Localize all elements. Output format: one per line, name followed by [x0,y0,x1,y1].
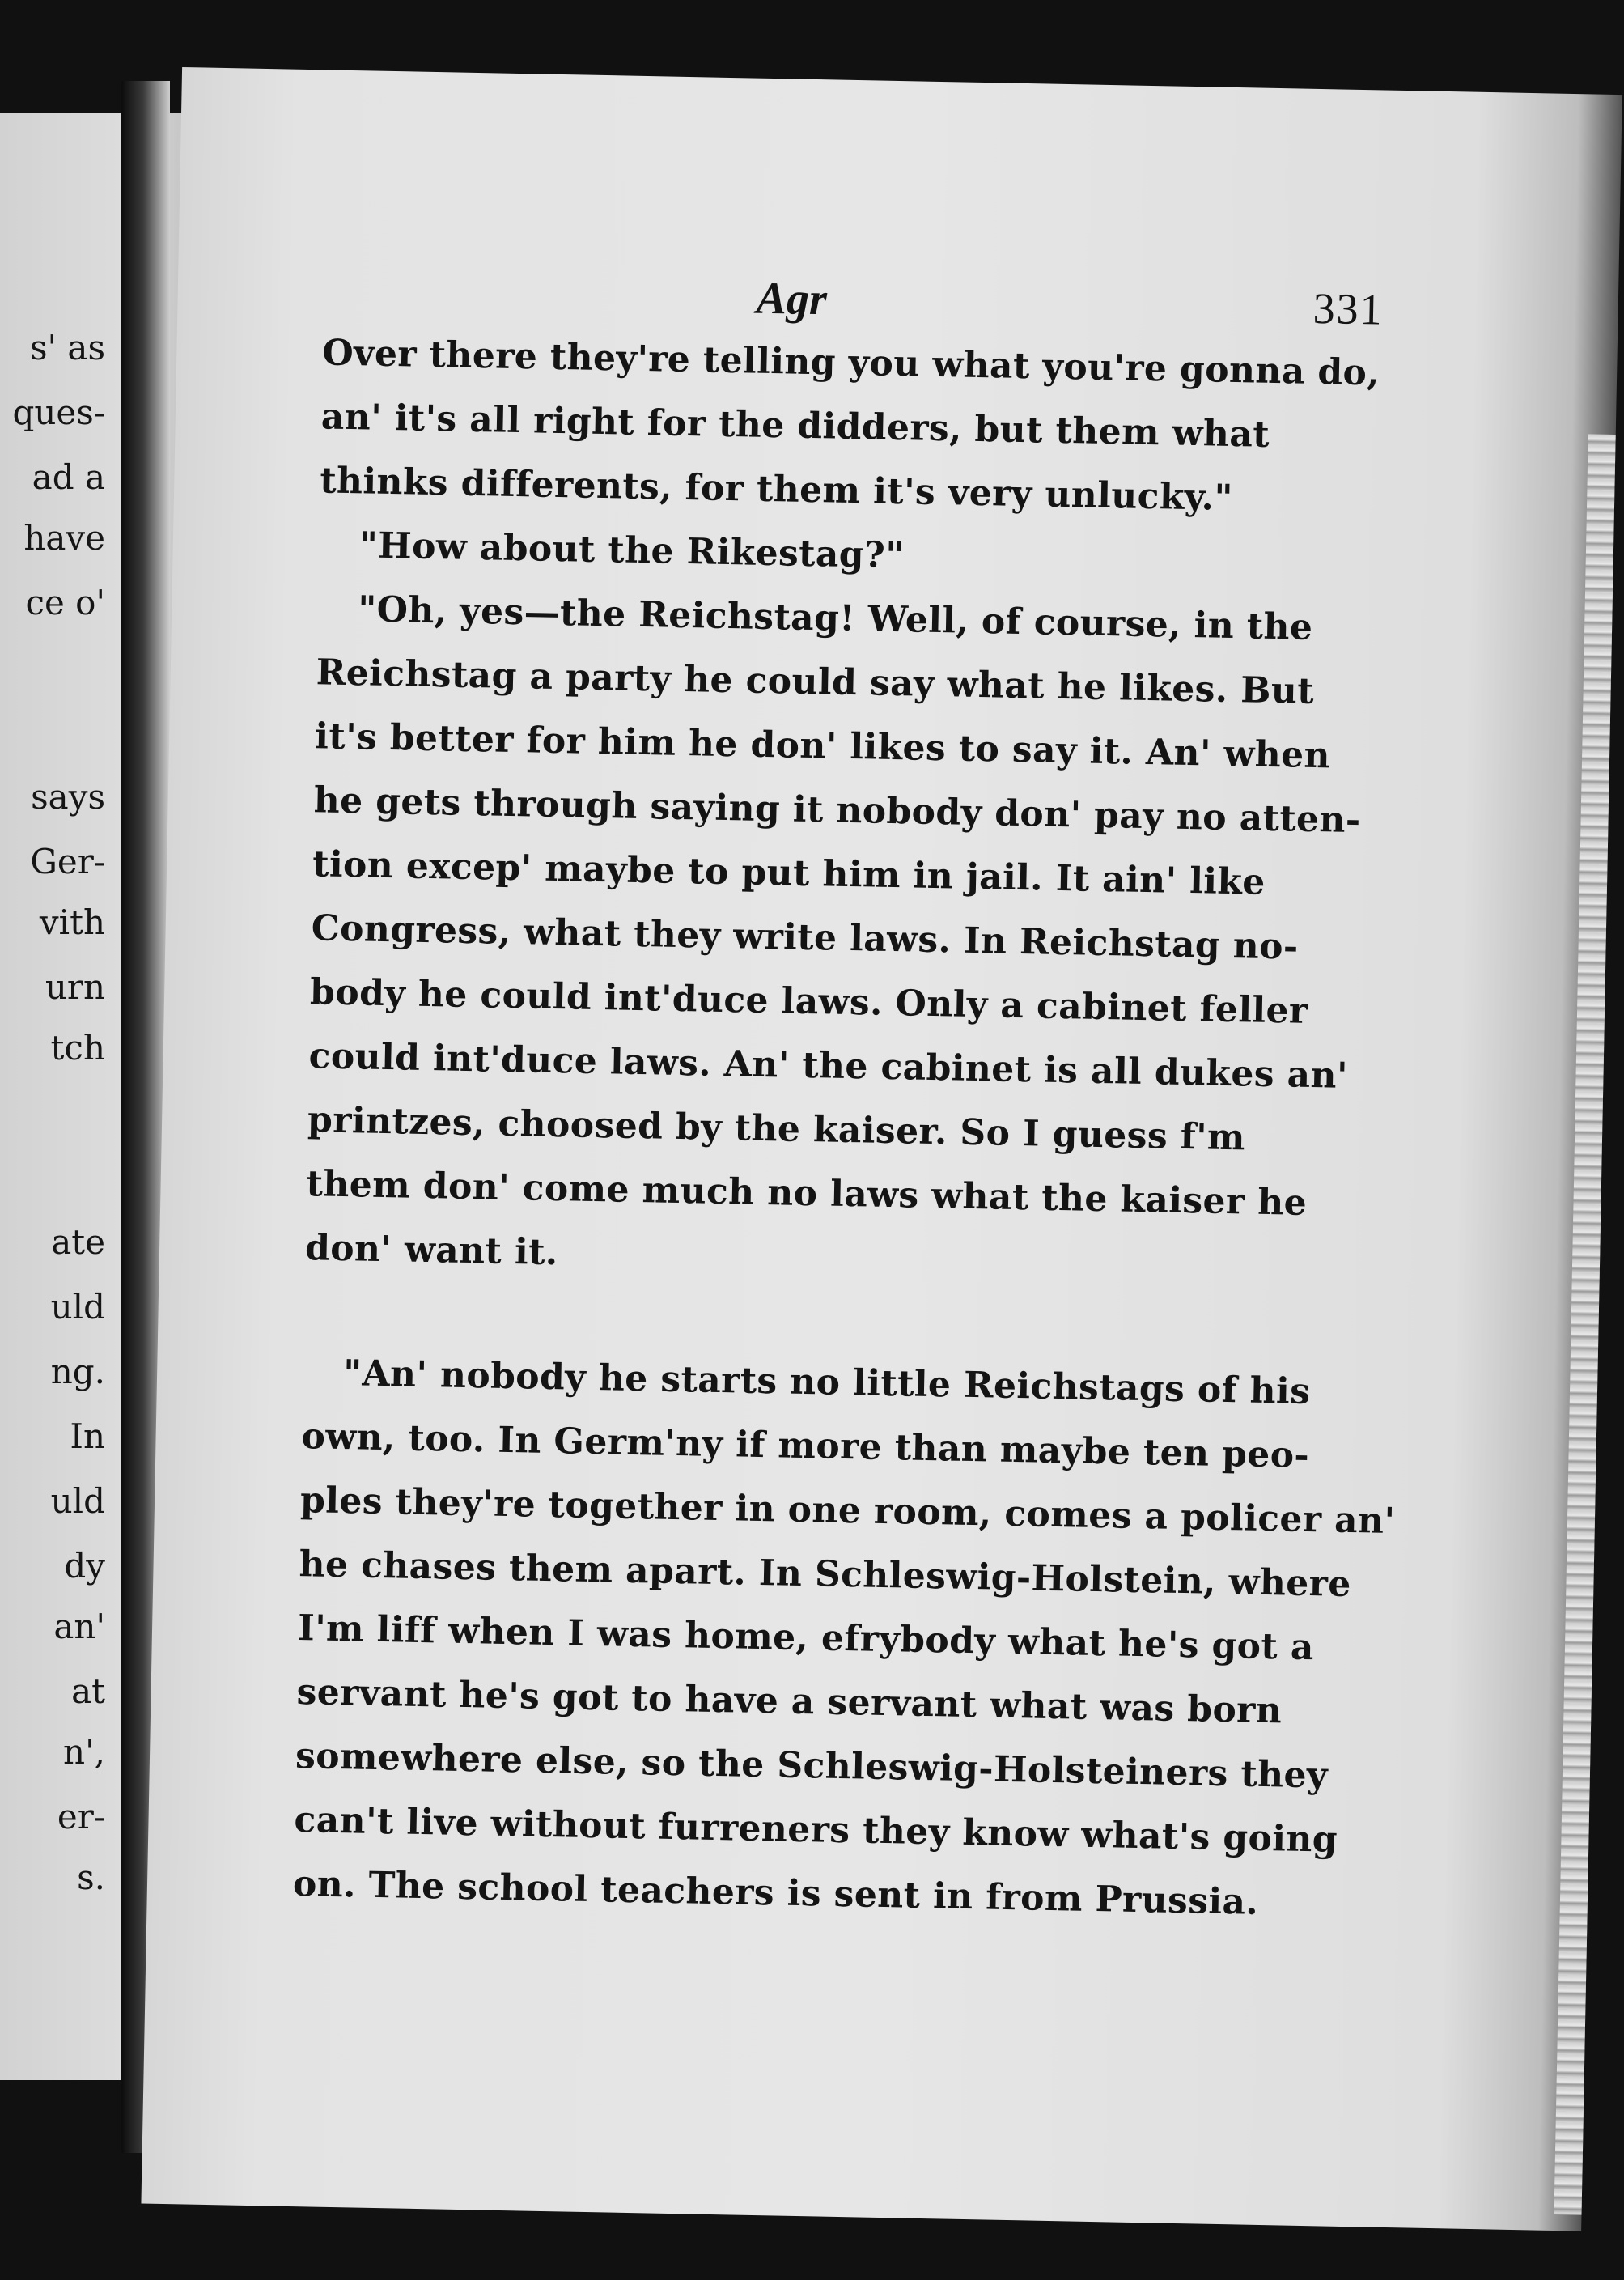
text-line: somewhere else, so the Schleswig-Holsteiners they [295,1735,1329,1797]
left-fragment: s' as [29,328,105,367]
text-line: I'm liff when I was home, efrybody what he's got a [297,1607,1315,1669]
page-fore-edge [1554,434,1616,2214]
left-fragment: uld [50,1287,105,1327]
left-fragment: an' [53,1607,105,1646]
text-line: thinks differents, for them it's very unlucky." [319,460,1234,519]
text-line: he gets through saying it nobody don' pay no atten- [313,779,1362,842]
text-line: could int'duce laws. An' the cabinet is all dukes an' [308,1035,1349,1097]
text-line: ples they're together in one room, comes a policer an' [299,1480,1396,1543]
text-line: own, too. In Germ'ny if more than maybe ten peo- [301,1416,1310,1477]
text-line: on. The school teachers is sent in from Prussia. [292,1863,1259,1923]
left-fragment: have [23,518,105,558]
text-line: servant he's got to have a servant what was born [296,1671,1283,1732]
left-fragment: ad a [32,457,105,497]
left-fragment: n', [63,1732,105,1772]
text-line: it's better for him he don' likes to say it. An' when [314,715,1331,777]
text-line: tion excep' maybe to put him in jail. It ain' like [312,843,1266,903]
text-line: Over there they're telling you what you're gonna do, [321,332,1380,394]
text-line: don' want it. [304,1227,559,1274]
text-line: "How about the Rikestag?" [358,524,905,577]
text-line: them don' come much no laws what the kaiser he [306,1163,1308,1224]
left-fragment: at [71,1671,105,1711]
left-fragment: ques- [12,393,105,432]
text-line: an' it's all right for the didders, but them what [320,396,1270,456]
left-fragment: ate [51,1222,105,1262]
text-line: body he could int'duce laws. Only a cabinet feller [309,971,1309,1032]
left-fragment: ng. [50,1352,105,1391]
text-line: he chases them apart. In Schleswig-Holstein, where [299,1543,1352,1606]
left-fragment: uld [50,1481,105,1521]
running-head-title: Agr [756,273,828,325]
left-fragment: Ger- [30,842,105,881]
left-fragment: tch [50,1028,105,1068]
left-fragment: er- [57,1797,105,1836]
left-fragment: ce o' [25,583,105,622]
left-fragment: s. [77,1858,105,1897]
text-line: Congress, what they write laws. In Reichstag no- [311,907,1300,968]
left-fragment: vith [39,902,105,942]
left-fragment: In [70,1416,105,1456]
page-text-block [292,264,1396,1935]
text-line: can't live without furreners they know what's going [294,1799,1338,1861]
left-fragment: says [31,777,105,817]
text-line: Reichstag a party he could say what he likes. But [316,652,1315,712]
text-line: "Oh, yes—the Reichstag! Well, of course, in the [357,588,1313,648]
left-fragment: urn [45,967,105,1007]
text-line: "An' nobody he starts no little Reichstags of his [342,1352,1311,1413]
text-line: printzes, choosed by the kaiser. So I guess f'm [307,1099,1246,1159]
left-fragment: dy [64,1546,105,1586]
right-page [141,67,1622,2231]
page-number: 331 [1312,283,1384,334]
